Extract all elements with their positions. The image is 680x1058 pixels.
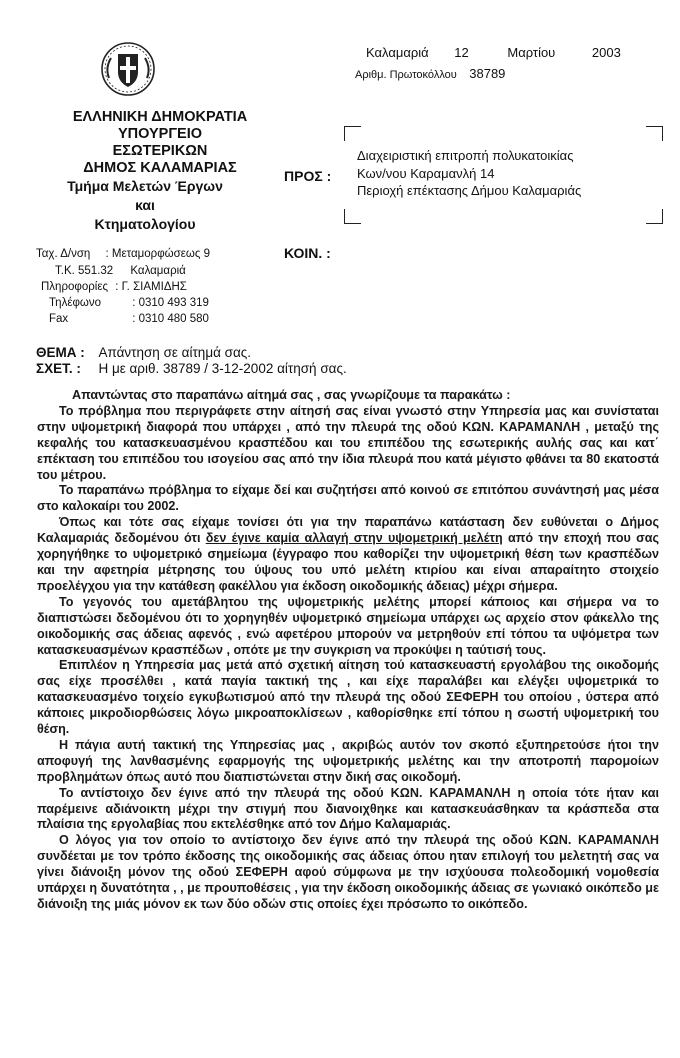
- dept-line-1: Τμήμα Μελετών Έργων: [67, 178, 223, 194]
- address-frame-corner-tr: [646, 126, 663, 141]
- org-line-1: ΕΛΛΗΝΙΚΗ ΔΗΜΟΚΡΑΤΙΑ: [72, 109, 248, 125]
- fax-value: : 0310 480 580: [132, 313, 209, 325]
- recipient-address: [357, 147, 581, 200]
- dept-line-3: Κτηματολογίου: [94, 216, 196, 232]
- reference-value: Η με αριθ. 38789 / 3-12-2002 αίτησή σας.: [98, 361, 347, 376]
- recipient-line-3: Περιοχή επέκτασης Δήμου Καλαμαριάς: [357, 183, 582, 198]
- phone-value: : 0310 493 319: [132, 297, 209, 309]
- phone-label: Τηλέφωνο: [49, 297, 102, 309]
- org-line-2: ΥΠΟΥΡΓΕΙΟ ΕΣΩΤΕΡΙΚΩΝ: [112, 126, 208, 159]
- sender-organization: [70, 109, 250, 177]
- subject-label: ΘΕΜΑ :: [36, 345, 85, 360]
- sender-department: [40, 177, 250, 234]
- city: Καλαμαριά: [130, 265, 186, 277]
- body-paragraph-7: Η πάγια αυτή τακτική της Υπηρεσίας μας , ακριβώς αυτόν τον σκοπό εξυπηρετούσε ήτοι την αποφυγή της λανθασμένης εφαρμογής της υψομετρικής μελέτης και την αποτροπή παρομοίων προβλημάτων όπως αυτό που διαπιστώνεται στην δική σας οικοδομή.: [37, 737, 659, 784]
- postcode: Τ.Κ. 551.32: [55, 265, 114, 277]
- org-line-3: ΔΗΜΟΣ ΚΑΛΑΜΑΡΙΑΣ: [83, 160, 237, 176]
- to-label: ΠΡΟΣ :: [284, 168, 332, 184]
- postcode-row: [55, 263, 186, 280]
- date-month: Μαρτίου: [507, 45, 556, 60]
- body-paragraph-2: Το πρόβλημα που περιγράφετε στην αίτησή σας είναι γνωστό στην Υπηρεσία μας και συνίσταται στην υψομετρική διαφορά που υπάρχει , από την πλευρά της οδού ΚΩΝ. ΚΑΡΑΜΑΝΛΗ , μεταξύ της κεφαλής του κατασκευασμένου κρασπέδου και του επιπέδου της εσωτερικής αυλής σας και κατ΄ επέκταση του επιπέδου του ισογείου σας από την ίδια πλευρά που κατά μέγιστο φθάνει τα 80 εκατοστά του μέτρου.: [37, 403, 659, 482]
- date-day: 12: [454, 45, 469, 60]
- fax-row: [49, 311, 209, 328]
- date-year: 2003: [591, 45, 621, 60]
- body-paragraph-4-underlined: δεν έγινε καμία αλλαγή στην υψομετρική μελέτη: [205, 531, 503, 546]
- body-paragraph-6: Επιπλέον η Υπηρεσία μας μετά από σχετική αίτηση τού κατασκευαστή εργολάβου της οικοδομής σας είχε προσέλθει , κατά παγία τακτική της , και είχε παραλάβει και ελέγξει υψομετρικά το κατασκευασμένο τοιχείο εγκυβωτισμού από την πλευρά της οδού ΣΕΦΕΡΗ του οποίου , ύστερα από κάποιες μικροδιορθώσεις λόγω μικροαποκλίσεων , καθορίσθηκε επί τόπου η σωστή υψομετρική του θέση.: [37, 658, 659, 737]
- protocol-label: Αριθμ. Πρωτοκόλλου: [355, 69, 457, 81]
- coat-of-arms-emblem: [99, 40, 157, 98]
- cc-label: ΚΟΙΝ. :: [284, 245, 331, 261]
- protocol-number: 38789: [469, 66, 506, 81]
- reference-label: ΣΧΕΤ. :: [36, 361, 81, 376]
- body-paragraph-4-start: Όπως και τότε σας είχαμε τονίσει ότι για την παραπάνω κατάσταση δεν ευθύνεται ο Δήμος Καλαμαριάς δεδομένου ότι: [37, 515, 659, 546]
- info-row: [41, 279, 187, 296]
- address-frame-corner-br: [646, 209, 663, 224]
- address-frame-corner-tl: [344, 126, 361, 141]
- body-paragraph-4-end: από την εποχή που σας χορηγήθηκε το υψομετρικό σημείωμα (έγγραφο που καθορίζει την υψομετρική θέση των κρασπέδων και την αφετηρία μέτρησης του ύψους του υπό μελέτη κτιρίου και είναι απαραίτητο στοιχείο προελέγχου για την κατάθεση φακέλλου για έκδοση οικοδομικής άδειας) μέχρι σήμερα.: [37, 531, 659, 593]
- date-line: [366, 45, 621, 60]
- letter-body: [37, 388, 659, 913]
- phone-row: [49, 295, 209, 312]
- recipient-line-2: Κων/νου Καραμανλή 14: [357, 165, 495, 181]
- body-paragraph-9: Ο λόγος για τον οποίο το αντίστοιχο δεν έγινε από την πλευρά της οδού ΚΩΝ. ΚΑΡΑΜΑΝΛΗ συνδέεται με τον τρόπο έκδοσης της οικοδομικής σας άδειας όπου ηταν επιλογή του μελετητή σας να γίνει διάνοιξη μόνον της οδού ΣΕΦΕΡΗ αφού σύμφωνα με την ισχύουσα πολεοδομική νομοθεσία υπάρχει η δυνατότητα , , με προυποθέσεις , για την έκδοση οικοδομικής άδειας σε γωνιακό οικόπεδο με διάνοιξη της μιάς μόνον εκ των δύο οδών στις οποίες έχει πρόσωπο το οικόπεδο.: [37, 833, 659, 911]
- subject-value: Απάντηση σε αίτημά σας.: [98, 345, 252, 360]
- postal-label: Ταχ. Δ/νση: [36, 248, 91, 260]
- protocol-line: [355, 65, 505, 83]
- postal-value: : Μεταμορφώσεως 9: [105, 248, 210, 260]
- fax-label: Fax: [49, 313, 69, 325]
- body-paragraph-3: Το παραπάνω πρόβλημα το είχαμε δεί και συζητήσει από κοινού σε επιτόπου συνάντησή μας μέσα στο καλοκαίρι του 2002.: [37, 483, 659, 514]
- body-paragraph-8: Το αντίστοιχο δεν έγινε από την πλευρά της οδού ΚΩΝ. ΚΑΡΑΜΑΝΛΗ η οποία τότε ήταν και παρέμεινε αδιάνοικτη μέχρι την στιγμή που διανοιχθηκε και κατασκευάσθηκαν τα κράσπεδα στα πλαίσια της εργολαβίας που εκτελέσθηκε από τον Δήμο Καλαμαριάς.: [37, 785, 659, 832]
- reference-row: [36, 360, 347, 378]
- recipient-line-1: Διαχειριστική επιτροπή πολυκατοικίας: [357, 148, 574, 163]
- info-label: Πληροφορίες: [41, 281, 109, 293]
- body-paragraph-4: [37, 515, 659, 595]
- date-place: Καλαμαριά: [366, 45, 429, 60]
- postal-address-row: [36, 246, 210, 263]
- body-paragraph-1: Απαντώντας στο παραπάνω αίτημά σας , σας γνωρίζουμε τα παρακάτω :: [72, 388, 511, 402]
- address-frame-corner-bl: [344, 209, 361, 224]
- dept-line-2: και: [135, 197, 155, 213]
- body-paragraph-5: Το γεγονός του αμετάβλητου της υψομετρικής μελέτης μπορεί κάποιος και σήμερα να το διαπιστώσει δεδομένου ότι το χορηγηθέν υψομετρικό σημείωμα υπάρχει ως αρχείο στον φάκελλο της οικοδομικής σας άδειας αφενός , ενώ αφετέρου μπορούν να μετρηθούν επί τόπου τα υψόμετρα των κατασκευασμένων κρασπέδων , οπότε με την συγκριση να προκύψει η ταύτισή τους.: [37, 594, 659, 657]
- info-value: : Γ. ΣΙΑΜΙΔΗΣ: [115, 281, 187, 293]
